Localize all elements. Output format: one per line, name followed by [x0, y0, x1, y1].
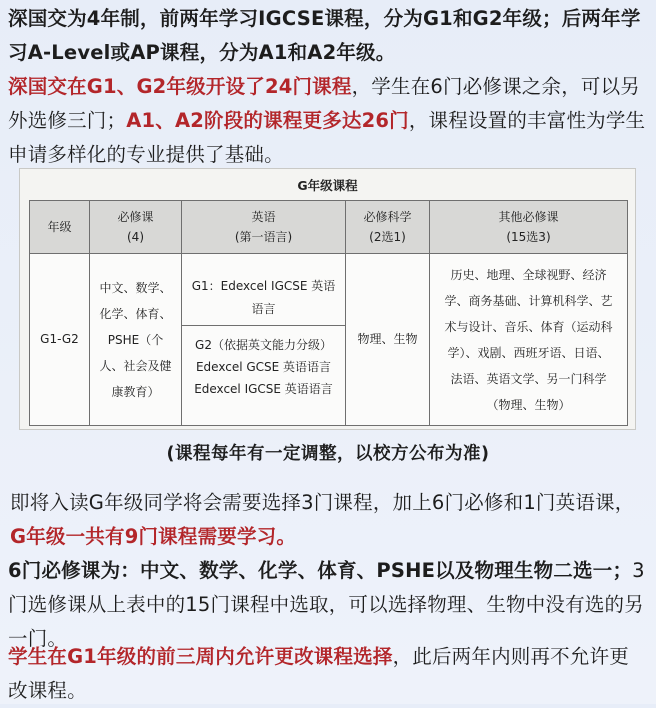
- highlight-g-courses: 深国交在G1、G2年级开设了24门课程: [8, 75, 352, 98]
- change-policy-text: ，此后两年内则再不允许更改课程。: [8, 645, 629, 702]
- table-title: G年级课程: [297, 178, 358, 193]
- highlight-change-window: 学生在G1年级的前三周内允许更改课程选择: [8, 645, 393, 668]
- intro-paragraph: [8, 2, 648, 70]
- cell-grade: G1-G2: [30, 254, 90, 426]
- cell-required: 中文、数学、 化学、体育、 PSHE（个 人、社会及健 康教育）: [90, 254, 182, 426]
- table-caption: (课程每年有一定调整，以校方公布为准): [166, 444, 490, 464]
- course-table: [29, 200, 628, 426]
- highlight-a-courses: A1、A2阶段的课程更多达26门: [126, 109, 409, 132]
- cell-english: [182, 254, 346, 426]
- course-table-figure: [19, 168, 636, 430]
- selection-text: 即将入读G年级同学将会需要选择3门课程，加上6门必修和1门英语课，: [10, 491, 635, 514]
- required-list: 6门必修课为：中文、数学、化学、体育、PSHE以及物理生物二选一；: [8, 559, 633, 582]
- cell-other: 历史、地理、全球视野、经济 学、商务基础、计算机科学、艺 术与设计、音乐、体育（运动科 学）、戏剧、西班牙语、日语、 法语、英语文学、另一门科学 （物理、生物）: [430, 254, 628, 426]
- header-other: 其他必修课 (15选3): [430, 201, 628, 254]
- header-science: 必修科学 (2选1): [346, 201, 430, 254]
- courses-text-2: ，课程设置的丰富性为学生申请多样化的专业提供了基础。: [8, 109, 646, 166]
- highlight-nine-courses: G年级一共有9门课程需要学习。: [10, 525, 297, 548]
- change-policy-paragraph: [8, 640, 648, 708]
- english-g1: G1：Edexcel IGCSE 英语 语言: [182, 271, 345, 326]
- elective-text: 3门选修课从上表中的15门课程中选取，可以选择物理、生物中没有选的另一门。: [8, 559, 645, 650]
- intro-text: 深国交为4年制，前两年学习IGCSE课程，分为G1和G2年级；后两年学习A-Level或AP课程，分为A1和A2年级。: [8, 7, 641, 64]
- courses-text-1: ，学生在6门必修课之余，可以另外选修三门；: [8, 75, 641, 132]
- table-row: [30, 254, 628, 426]
- courses-paragraph: [8, 70, 648, 172]
- header-english: 英语 (第一语言): [182, 201, 346, 254]
- table-header-row: [30, 201, 628, 254]
- cell-science: 物理、生物: [346, 254, 430, 426]
- header-grade: 年级: [30, 201, 90, 254]
- english-g2: G2（依据英文能力分级） Edexcel GCSE 英语语言 Edexcel IGCSE 英语语言: [194, 338, 333, 396]
- header-required: 必修课 (4): [90, 201, 182, 254]
- selection-paragraph: [10, 486, 648, 554]
